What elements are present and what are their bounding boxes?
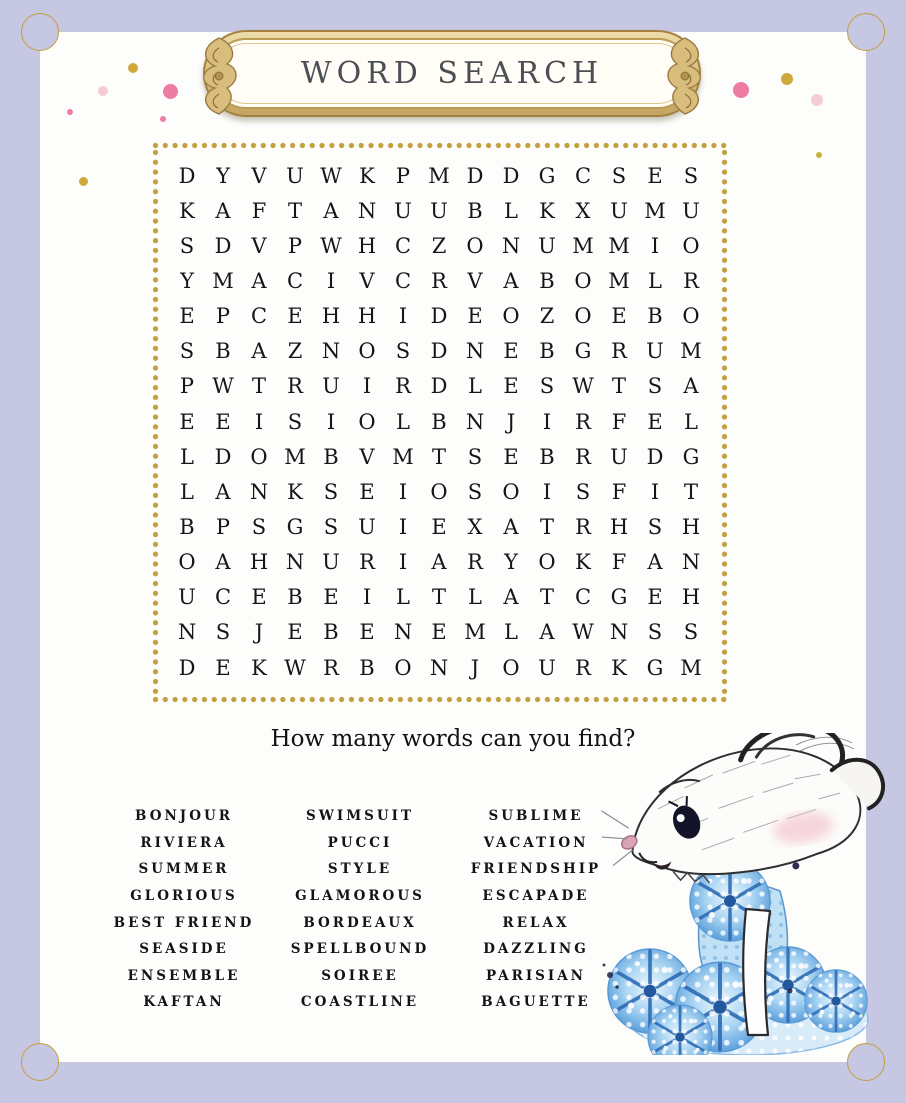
- grid-letter: J: [470, 655, 480, 680]
- word-list-item: SEASIDE: [139, 941, 229, 958]
- grid-letter: U: [610, 198, 628, 223]
- word-list-item: COASTLINE: [300, 994, 420, 1011]
- grid-letter: S: [683, 620, 699, 645]
- word-list-item: SUMMER: [138, 861, 230, 878]
- grid-letter: C: [250, 304, 268, 329]
- grid-letter: D: [214, 444, 232, 469]
- grid-letter: O: [502, 655, 520, 680]
- grid-letter: H: [321, 304, 341, 329]
- grid-letter: A: [215, 198, 231, 223]
- grid-letter: T: [251, 374, 266, 399]
- confetti-dot: [128, 63, 138, 73]
- grid-letter: N: [429, 655, 449, 680]
- grid-letter: P: [215, 514, 231, 539]
- grid-letter: K: [251, 655, 267, 680]
- grid-letter: I: [326, 268, 336, 293]
- word-list-column: [272, 803, 448, 1016]
- grid-letter: C: [394, 268, 412, 293]
- grid-letter: U: [682, 198, 700, 223]
- grid-letter: V: [359, 268, 375, 293]
- grid-letter: B: [323, 620, 339, 645]
- title-frame: [203, 30, 701, 117]
- grid-letter: U: [394, 198, 412, 223]
- grid-letter: L: [504, 620, 518, 645]
- grid-letter: N: [249, 479, 269, 504]
- grid-letter: S: [251, 514, 267, 539]
- grid-letter: S: [467, 444, 483, 469]
- grid-letter: E: [215, 409, 231, 434]
- grid-letter: H: [609, 514, 629, 539]
- grid-letter: H: [249, 550, 269, 575]
- grid-letter: O: [538, 550, 556, 575]
- grid-letter: W: [572, 374, 594, 399]
- grid-letter: M: [608, 268, 630, 293]
- grid-letter: G: [286, 514, 304, 539]
- grid-letter: V: [251, 233, 267, 258]
- grid-row: [169, 228, 709, 263]
- grid-letter: G: [646, 655, 664, 680]
- grid-letter: S: [287, 409, 303, 434]
- grid-letter: S: [611, 163, 627, 188]
- dotted-border-bottom: [152, 696, 728, 703]
- grid-letter: O: [466, 233, 484, 258]
- grid-letter: M: [212, 268, 234, 293]
- grid-letter: A: [503, 514, 519, 539]
- grid-letter: E: [611, 304, 627, 329]
- word-list-item: SWIMSUIT: [305, 808, 415, 825]
- grid-letter: I: [398, 550, 408, 575]
- grid-letter: I: [650, 479, 660, 504]
- word-list-item: ESCAPADE: [482, 888, 590, 905]
- grid-letter: G: [538, 163, 556, 188]
- grid-letter: L: [180, 444, 194, 469]
- grid-letter: D: [646, 444, 664, 469]
- grid-letter: F: [611, 479, 627, 504]
- word-list-item: BEST FRIEND: [113, 914, 255, 931]
- grid-letter: Z: [287, 339, 303, 364]
- grid-row: [169, 615, 709, 650]
- grid-letter: A: [251, 339, 267, 364]
- grid-letter: O: [502, 304, 520, 329]
- grid-letter: O: [358, 409, 376, 434]
- grid-letter: E: [647, 163, 663, 188]
- grid-letter: M: [608, 233, 630, 258]
- question-text: How many words can you find?: [270, 726, 636, 752]
- grid-letter: S: [323, 479, 339, 504]
- grid-letter: E: [431, 620, 447, 645]
- grid-letter: B: [287, 585, 303, 610]
- grid-letter: B: [539, 339, 555, 364]
- page: [40, 32, 866, 1062]
- grid-letter: F: [611, 409, 627, 434]
- grid-letter: A: [647, 550, 663, 575]
- grid-letter: S: [179, 339, 195, 364]
- grid-letter: M: [464, 620, 486, 645]
- grid-letter: U: [286, 163, 304, 188]
- grid-letter: L: [468, 585, 482, 610]
- grid-letter: C: [214, 585, 232, 610]
- grid-letter: V: [359, 444, 375, 469]
- grid-letter: O: [682, 233, 700, 258]
- grid-letter: R: [575, 514, 591, 539]
- grid-letter: U: [538, 233, 556, 258]
- grid-letter: N: [465, 339, 485, 364]
- grid-letter: R: [431, 268, 447, 293]
- word-list-item: SUBLIME: [488, 808, 584, 825]
- word-list: [96, 803, 624, 1016]
- grid-letter: R: [575, 444, 591, 469]
- grid-letter: I: [650, 233, 660, 258]
- grid-letter: M: [284, 444, 306, 469]
- grid-letter: I: [398, 514, 408, 539]
- grid-letter: B: [323, 444, 339, 469]
- word-list-item: BONJOUR: [135, 808, 233, 825]
- grid-letter: T: [431, 444, 446, 469]
- grid-letter: M: [680, 655, 702, 680]
- dotted-border-left: [152, 149, 159, 696]
- grid-letter: R: [575, 409, 591, 434]
- grid-letter: O: [430, 479, 448, 504]
- sketch-lines: [796, 737, 854, 751]
- grid-row: [169, 509, 709, 544]
- grid-letter: O: [394, 655, 412, 680]
- grid-letter: L: [648, 268, 662, 293]
- grid-letter: E: [179, 409, 195, 434]
- grid-letter: F: [251, 198, 267, 223]
- grid-letter: U: [322, 374, 340, 399]
- grid-letter: W: [284, 655, 306, 680]
- grid-letter: S: [683, 163, 699, 188]
- grid-letter: A: [215, 550, 231, 575]
- grid-letter: A: [503, 268, 519, 293]
- grid-letter: S: [647, 374, 663, 399]
- grid-letter: E: [503, 444, 519, 469]
- grid-letter: L: [684, 409, 698, 434]
- grid-letter: W: [320, 163, 342, 188]
- word-list-column: [96, 803, 272, 1016]
- word-list-column: [448, 803, 624, 1016]
- grid-letter: E: [467, 304, 483, 329]
- grid-letter: E: [323, 585, 339, 610]
- grid-letter: K: [611, 655, 627, 680]
- grid-letter: I: [362, 585, 372, 610]
- grid-letter: T: [611, 374, 626, 399]
- grid-letter: D: [214, 233, 232, 258]
- corner-scallop: [847, 13, 885, 51]
- grid-letter: T: [683, 479, 698, 504]
- grid-letter: S: [575, 479, 591, 504]
- grid-letter: U: [178, 585, 196, 610]
- grid-letter: V: [467, 268, 483, 293]
- grid-letter: Y: [504, 550, 518, 575]
- word-list-item: VACATION: [483, 834, 589, 851]
- grid-letter: E: [359, 620, 375, 645]
- grid-letter: U: [430, 198, 448, 223]
- word-list-item: PARISIAN: [485, 967, 587, 984]
- grid-letter: I: [398, 304, 408, 329]
- grid-row: [169, 439, 709, 474]
- grid-letter: C: [394, 233, 412, 258]
- corner-scallop: [847, 1043, 885, 1081]
- grid-letter: R: [611, 339, 627, 364]
- grid-letter: R: [575, 655, 591, 680]
- grid-letter: E: [647, 409, 663, 434]
- grid-letter: U: [322, 550, 340, 575]
- grid-letter: L: [468, 374, 482, 399]
- corner-scallop: [21, 1043, 59, 1081]
- grid-letter: E: [287, 304, 303, 329]
- grid-letter: R: [395, 374, 411, 399]
- grid-letter: M: [680, 339, 702, 364]
- grid-letter: A: [503, 585, 519, 610]
- grid-letter: H: [357, 304, 377, 329]
- grid-letter: O: [574, 304, 592, 329]
- grid-letter: U: [610, 444, 628, 469]
- grid-letter: W: [212, 374, 234, 399]
- grid-letter: E: [251, 585, 267, 610]
- grid-letter: P: [215, 304, 231, 329]
- confetti-dot: [811, 94, 823, 106]
- grid-letter: B: [539, 444, 555, 469]
- grid-letter: I: [398, 479, 408, 504]
- grid-row: [169, 580, 709, 615]
- grid-letter: E: [503, 339, 519, 364]
- grid-letter: T: [539, 514, 554, 539]
- grid-letter: I: [326, 409, 336, 434]
- grid-letter: B: [647, 304, 663, 329]
- grid-letter: L: [396, 585, 410, 610]
- grid-letter: L: [504, 198, 518, 223]
- confetti-dot: [781, 73, 793, 85]
- word-list-item: SOIREE: [321, 967, 399, 984]
- grid-row: [169, 474, 709, 509]
- grid-letter: E: [287, 620, 303, 645]
- confetti-dot: [733, 82, 749, 98]
- grid-letter: Z: [431, 233, 447, 258]
- word-list-item: DAZZLING: [483, 941, 589, 958]
- grid-letter: D: [430, 304, 448, 329]
- grid-letter: Y: [180, 268, 194, 293]
- grid-letter: M: [572, 233, 594, 258]
- grid-row: [169, 193, 709, 228]
- grid-letter: K: [575, 550, 591, 575]
- grid-row: [169, 369, 709, 404]
- grid-letter: O: [178, 550, 196, 575]
- grid-letter: A: [431, 550, 447, 575]
- grid-letter: N: [609, 620, 629, 645]
- grid-letter: N: [321, 339, 341, 364]
- grid-letter: N: [285, 550, 305, 575]
- grid-letter: B: [539, 268, 555, 293]
- grid-letter: O: [358, 339, 376, 364]
- grid-letter: S: [647, 514, 663, 539]
- grid-row: [169, 334, 709, 369]
- word-list-item: KAFTAN: [143, 994, 225, 1011]
- grid-letter: N: [177, 620, 197, 645]
- word-list-item: ENSEMBLE: [127, 967, 241, 984]
- grid-letter: N: [501, 233, 521, 258]
- grid-letter: E: [503, 374, 519, 399]
- grid-row: [169, 650, 709, 685]
- grid-letter: B: [215, 339, 231, 364]
- grid-letter: S: [539, 374, 555, 399]
- grid-letter: Y: [216, 163, 230, 188]
- grid-letter: E: [179, 304, 195, 329]
- grid-letter: J: [254, 620, 264, 645]
- dotted-border-right: [721, 149, 728, 696]
- grid-letter: S: [647, 620, 663, 645]
- grid-letter: S: [467, 479, 483, 504]
- grid-letter: O: [502, 479, 520, 504]
- grid-letter: E: [431, 514, 447, 539]
- grid-letter: N: [465, 409, 485, 434]
- grid-letter: W: [320, 233, 342, 258]
- grid-letter: U: [646, 339, 664, 364]
- grid-letter: A: [215, 479, 231, 504]
- grid-letter: C: [574, 163, 592, 188]
- word-list-item: RELAX: [502, 914, 570, 931]
- grid-letter: M: [644, 198, 666, 223]
- grid-letter: H: [357, 233, 377, 258]
- grid-row: [169, 158, 709, 193]
- grid-letter: H: [681, 514, 701, 539]
- grid-letter: R: [467, 550, 483, 575]
- grid-letter: N: [681, 550, 701, 575]
- grid-letter: B: [431, 409, 447, 434]
- grid-letter: F: [611, 550, 627, 575]
- confetti-dot: [98, 86, 108, 96]
- word-list-item: BORDEAUX: [303, 914, 417, 931]
- grid-letter: T: [287, 198, 302, 223]
- grid-letter: X: [575, 198, 591, 223]
- grid-letter: R: [323, 655, 339, 680]
- confetti-dot: [816, 152, 822, 158]
- grid-letter: C: [286, 268, 304, 293]
- word-list-item: GLORIOUS: [130, 888, 238, 905]
- word-search-puzzle: [152, 142, 728, 703]
- grid-letter: G: [574, 339, 592, 364]
- grid-letter: B: [359, 655, 375, 680]
- grid-letter: U: [358, 514, 376, 539]
- grid-letter: D: [430, 339, 448, 364]
- grid-letter: I: [542, 409, 552, 434]
- grid-letter: D: [430, 374, 448, 399]
- corner-scallop: [21, 13, 59, 51]
- grid-letter: K: [539, 198, 555, 223]
- grid-letter: A: [251, 268, 267, 293]
- grid-letter: P: [395, 163, 411, 188]
- grid-letter: B: [467, 198, 483, 223]
- word-list-item: BAGUETTE: [481, 994, 591, 1011]
- word-list-item: GLAMOROUS: [295, 888, 425, 905]
- grid-letter: P: [179, 374, 195, 399]
- word-list-item: SPELLBOUND: [290, 941, 430, 958]
- grid-letter: D: [178, 655, 196, 680]
- grid-letter: L: [180, 479, 194, 504]
- confetti-dot: [79, 177, 88, 186]
- grid-letter: D: [466, 163, 484, 188]
- grid-letter: N: [393, 620, 413, 645]
- grid-letter: K: [359, 163, 375, 188]
- grid-row: [169, 263, 709, 298]
- grid-letter: G: [610, 585, 628, 610]
- grid-letter: B: [179, 514, 195, 539]
- grid-letter: A: [539, 620, 555, 645]
- grid-letter: L: [396, 409, 410, 434]
- grid-letter: O: [250, 444, 268, 469]
- grid-letter: D: [178, 163, 196, 188]
- letter-grid: [169, 158, 709, 685]
- page-title: WORD SEARCH: [300, 56, 604, 91]
- grid-letter: S: [323, 514, 339, 539]
- grid-letter: P: [287, 233, 303, 258]
- confetti-dot: [163, 84, 178, 99]
- grid-letter: E: [647, 585, 663, 610]
- grid-letter: A: [683, 374, 699, 399]
- grid-letter: S: [179, 233, 195, 258]
- grid-letter: S: [395, 339, 411, 364]
- grid-letter: H: [681, 585, 701, 610]
- grid-letter: T: [431, 585, 446, 610]
- grid-letter: X: [467, 514, 483, 539]
- grid-letter: M: [392, 444, 414, 469]
- dotted-border-top: [152, 142, 728, 149]
- word-list-item: PUCCI: [327, 834, 393, 851]
- grid-letter: G: [682, 444, 700, 469]
- grid-letter: M: [428, 163, 450, 188]
- grid-letter: I: [542, 479, 552, 504]
- grid-row: [169, 404, 709, 439]
- grid-letter: K: [179, 198, 195, 223]
- word-list-item: RIVIERA: [140, 834, 228, 851]
- word-list-item: STYLE: [327, 861, 393, 878]
- mouse-illustration: [600, 733, 896, 1055]
- grid-letter: A: [323, 198, 339, 223]
- grid-letter: T: [539, 585, 554, 610]
- grid-row: [169, 545, 709, 580]
- grid-letter: W: [572, 620, 594, 645]
- grid-letter: K: [287, 479, 303, 504]
- grid-letter: D: [502, 163, 520, 188]
- grid-letter: S: [215, 620, 231, 645]
- grid-letter: J: [506, 409, 516, 434]
- grid-letter: U: [538, 655, 556, 680]
- grid-letter: R: [287, 374, 303, 399]
- grid-letter: I: [254, 409, 264, 434]
- grid-letter: E: [359, 479, 375, 504]
- grid-row: [169, 299, 709, 334]
- grid-letter: I: [362, 374, 372, 399]
- grid-letter: Z: [539, 304, 555, 329]
- grid-letter: R: [683, 268, 699, 293]
- confetti-dot: [67, 109, 73, 115]
- grid-letter: N: [357, 198, 377, 223]
- grid-letter: E: [215, 655, 231, 680]
- grid-letter: O: [682, 304, 700, 329]
- grid-letter: R: [359, 550, 375, 575]
- word-list-item: FRIENDSHIP: [470, 861, 602, 878]
- confetti-dot: [160, 116, 166, 122]
- grid-letter: V: [251, 163, 267, 188]
- grid-letter: O: [574, 268, 592, 293]
- grid-letter: C: [574, 585, 592, 610]
